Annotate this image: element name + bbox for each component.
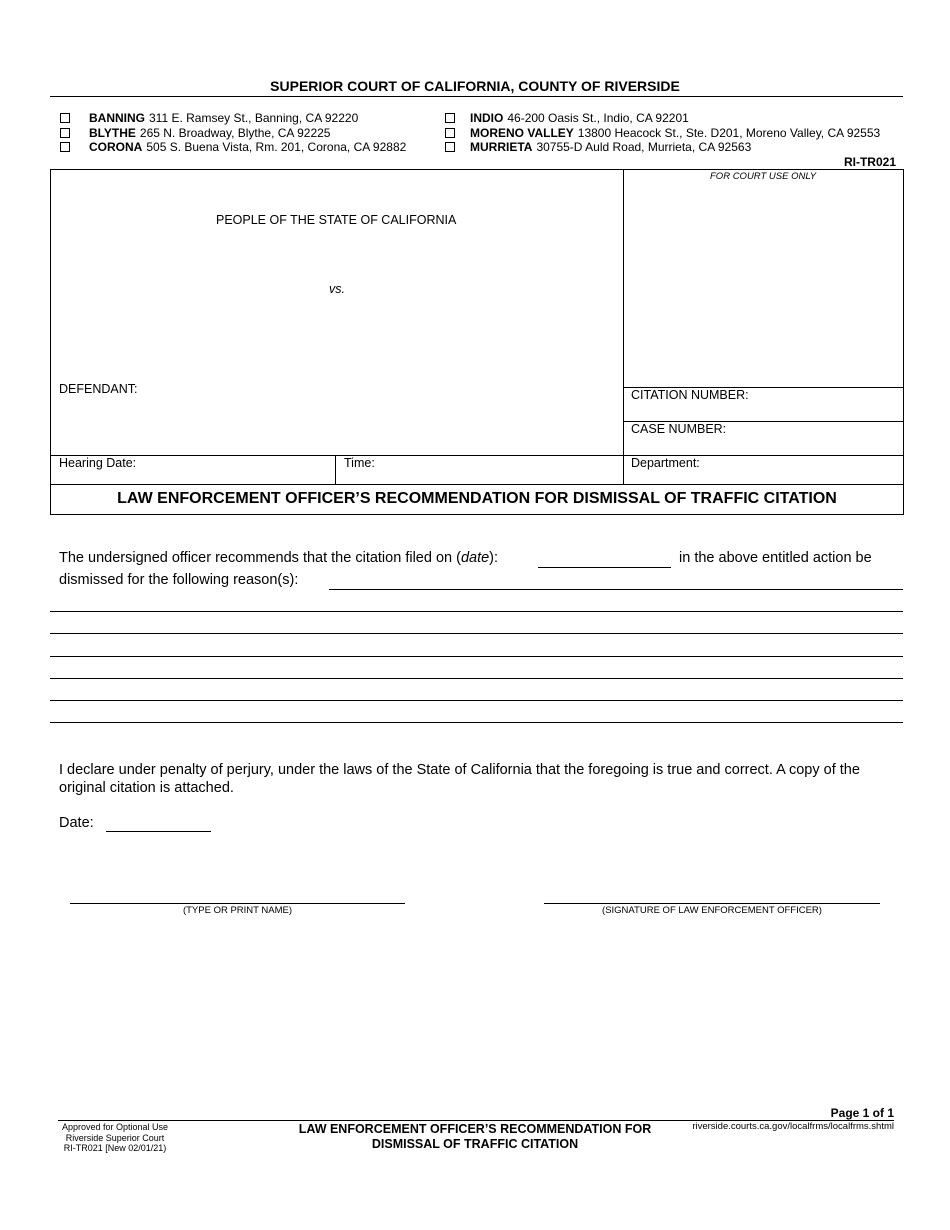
reason-line[interactable] xyxy=(50,700,903,701)
court-option-indio[interactable]: INDIO 46-200 Oasis St., Indio, CA 92201 xyxy=(445,111,880,126)
citation-number-label: CITATION NUMBER: xyxy=(631,388,749,402)
checkbox[interactable] xyxy=(60,142,70,152)
citation-date-field[interactable] xyxy=(538,567,671,568)
checkbox[interactable] xyxy=(445,113,455,123)
checkbox[interactable] xyxy=(60,113,70,123)
form-heading: LAW ENFORCEMENT OFFICER’S RECOMMENDATION FOR DISMISSAL OF TRAFFIC CITATION xyxy=(117,490,837,507)
checkbox[interactable] xyxy=(445,128,455,138)
case-number-label: CASE NUMBER: xyxy=(631,422,727,436)
reasons-label: dismissed for the following reason(s): xyxy=(59,572,299,588)
date-label: Date: xyxy=(59,815,94,831)
checkbox[interactable] xyxy=(445,142,455,152)
people-label: PEOPLE OF THE STATE OF CALIFORNIA xyxy=(216,213,457,227)
print-name-field[interactable] xyxy=(70,903,405,904)
heading-rule xyxy=(50,484,904,485)
court-option-corona[interactable]: CORONA 505 S. Buena Vista, Rm. 201, Corona, CA 92882 xyxy=(60,140,406,155)
court-title: SUPERIOR COURT OF CALIFORNIA, COUNTY OF RIVERSIDE xyxy=(270,78,680,94)
defendant-label: DEFENDANT: xyxy=(59,382,138,396)
reason-line[interactable] xyxy=(50,611,903,612)
checkbox[interactable] xyxy=(60,128,70,138)
court-option-banning[interactable]: BANNING 311 E. Ramsey St., Banning, CA 92220 xyxy=(60,111,406,126)
page-number: Page 1 of 1 xyxy=(830,1106,894,1120)
footer-title: LAW ENFORCEMENT OFFICER’S RECOMMENDATION FOR DISMISSAL OF TRAFFIC CITATION xyxy=(298,1122,652,1151)
column-divider xyxy=(623,169,624,485)
court-list-left xyxy=(60,111,406,155)
reason-line[interactable] xyxy=(329,589,903,590)
form-code: RI-TR021 xyxy=(843,155,896,169)
signature-field[interactable] xyxy=(544,903,880,904)
time-label: Time: xyxy=(344,456,375,470)
reason-line[interactable] xyxy=(50,722,903,723)
court-list-right xyxy=(445,111,880,155)
reason-line[interactable] xyxy=(50,633,903,634)
department-label: Department: xyxy=(631,456,700,470)
court-option-murrieta[interactable]: MURRIETA 30755-D Auld Road, Murrieta, CA 92563 xyxy=(445,140,880,155)
hearing-date-label: Hearing Date: xyxy=(59,456,137,470)
declaration-date-field[interactable] xyxy=(106,831,211,832)
hearing-row-rule xyxy=(50,455,904,456)
hearing-divider xyxy=(335,455,336,485)
vs-label: vs. xyxy=(329,282,345,296)
recommend-text: The undersigned officer recommends that the citation filed on (date): xyxy=(59,550,499,566)
header-rule xyxy=(50,96,903,97)
caption-box xyxy=(50,169,904,515)
court-option-blythe[interactable]: BLYTHE 265 N. Broadway, Blythe, CA 92225 xyxy=(60,126,406,141)
declaration-text: I declare under penalty of perjury, under the laws of the State of California that the foregoing is true and correct. A copy of the original citation is attached. xyxy=(59,762,860,796)
footer-url: riverside.courts.ca.gov/localfrms/localfrms.shtml xyxy=(692,1121,894,1132)
approval-note: Approved for Optional Use Riverside Superior Court RI-TR021 [New 02/01/21) xyxy=(61,1122,169,1153)
court-option-moreno-valley[interactable]: MORENO VALLEY 13800 Heacock St., Ste. D201, Moreno Valley, CA 92553 xyxy=(445,126,880,141)
court-use-only-label: FOR COURT USE ONLY xyxy=(710,171,817,182)
signature-caption: (SIGNATURE OF LAW ENFORCEMENT OFFICER) xyxy=(602,905,822,916)
recommend-text-end: in the above entitled action be xyxy=(679,550,872,566)
print-name-caption: (TYPE OR PRINT NAME) xyxy=(182,905,293,916)
reason-line[interactable] xyxy=(50,678,903,679)
reason-line[interactable] xyxy=(50,656,903,657)
